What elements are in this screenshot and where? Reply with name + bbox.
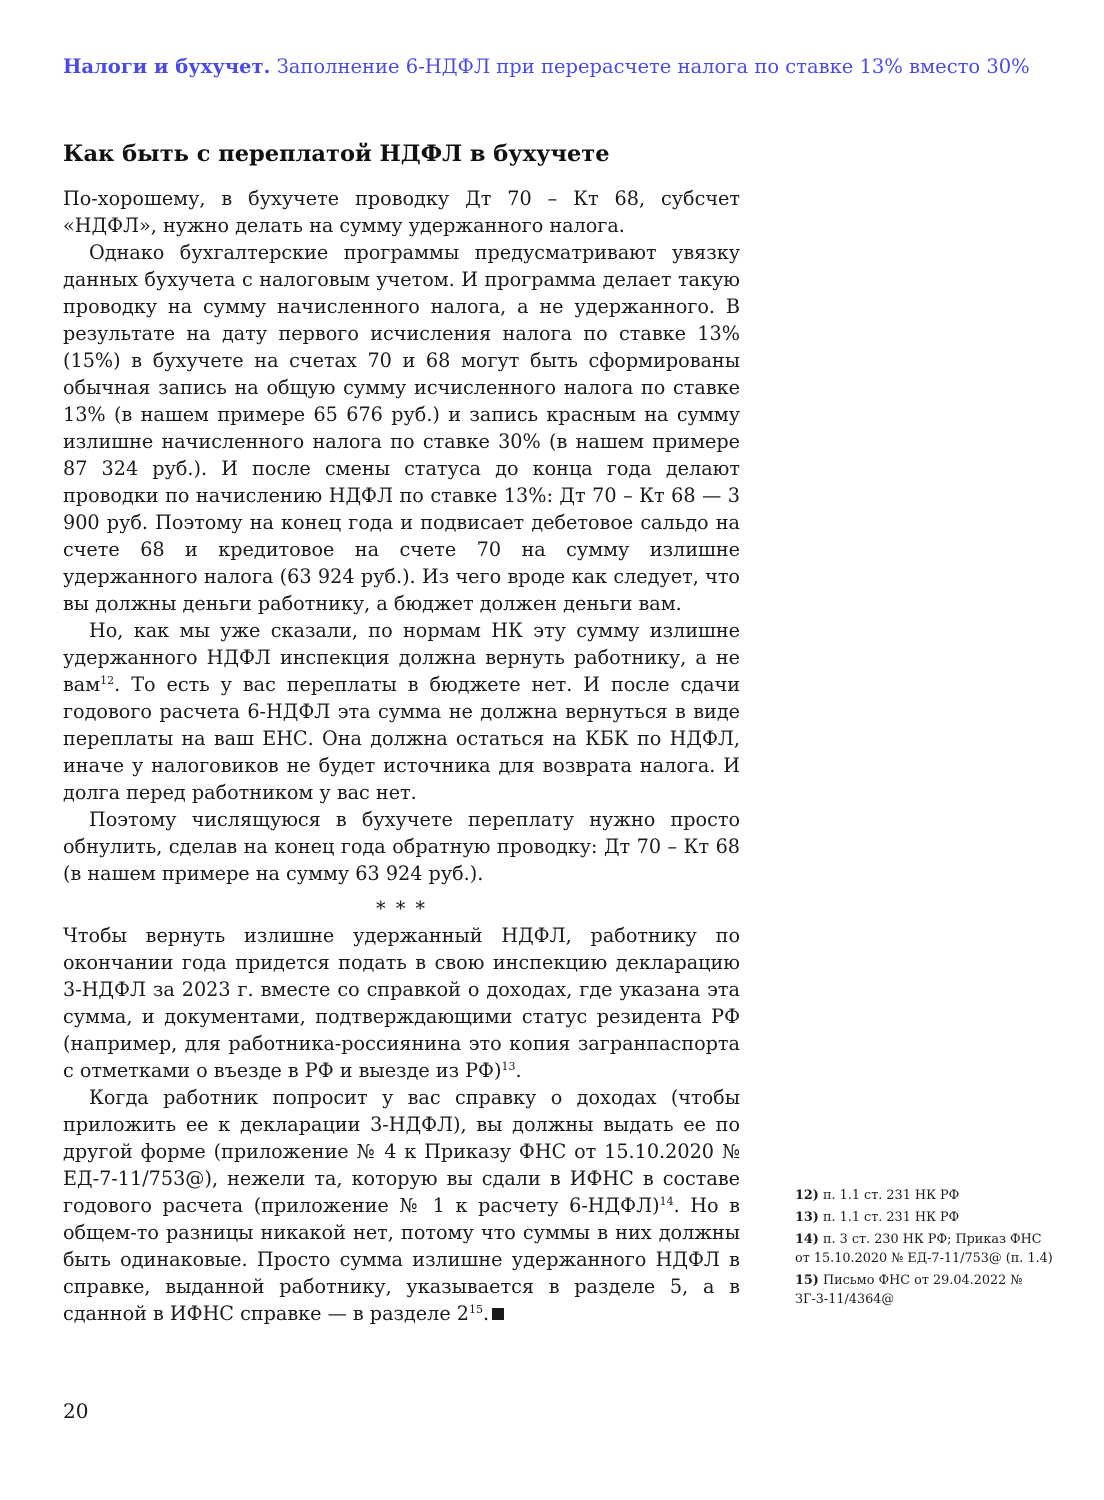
footnote-ref-15: 15 — [469, 1303, 483, 1316]
header-article-title: Заполнение 6-НДФЛ при перерасчете налога по ставке 13% вместо 30% — [276, 55, 1030, 78]
paragraph-1: По-хорошему, в бухучете проводку Дт 70 – Кт 68, субсчет «НДФЛ», нужно делать на сумму удержанного налога. — [63, 187, 740, 237]
paragraph-6-text: Когда работник попросит у вас справку о доходах (чтобы приложить ее к декларации 3-НДФЛ), вы должны выдать ее по другой форме (приложение № 4 к Приказу ФНС от 15.10.2020 № ЕД-7-11/753@), нежели та, которую вы сдали в ИФНС в составе годового расчета (приложение № 1 к расчету 6-НДФЛ) — [63, 1086, 740, 1217]
footnote-13 — [795, 1208, 1055, 1227]
page-title: Как быть с переплатой НДФЛ в бухучете — [63, 141, 610, 167]
section-separator: * * * — [376, 897, 427, 920]
paragraph-6 — [63, 1084, 740, 1327]
footnote-text: п. 1.1 ст. 231 НК РФ — [822, 1210, 960, 1225]
footnote-number: 13) — [795, 1210, 819, 1225]
footnotes — [795, 1186, 1055, 1312]
paragraph-3-text: Но, как мы уже сказали, по нормам НК эту сумму излишне удержанного НДФЛ инспекция должна вернуть работнику, а не вам — [63, 619, 740, 696]
footnote-15 — [795, 1271, 1055, 1309]
footnote-12 — [795, 1186, 1055, 1205]
footnote-text: Письмо ФНС от 29.04.2022 № ЗГ-3-11/4364@ — [795, 1273, 1023, 1307]
paragraph-6-mid: . Но в общем-то разницы никакой нет, потому что суммы в них должны быть одинаковые. Просто сумма излишне удержанного НДФЛ в справке, выданной работнику, указывается в разделе 5, а в сданной в ИФНС справке — в разделе 2 — [63, 1194, 740, 1325]
footnote-number: 14) — [795, 1232, 819, 1247]
footnote-number: 15) — [795, 1273, 819, 1288]
paragraph-5 — [63, 922, 740, 1084]
footnote-ref-13: 13 — [501, 1060, 516, 1073]
paragraph-3-tail: . То есть у вас переплаты в бюджете нет. И после сдачи годового расчета 6-НДФЛ эта сумма не должна вернуться в виде переплаты на ваш ЕНС. Она должна остаться на КБК по НДФЛ, иначе у налоговиков не будет источника для возврата налога. И долга перед работником у вас нет. — [63, 673, 740, 804]
page-number: 20 — [63, 1399, 89, 1423]
article-body — [63, 185, 740, 1327]
paragraph-5-text: Чтобы вернуть излишне удержанный НДФЛ, работнику по окончании года придется подать в свою инспекцию декларацию 3-НДФЛ за 2023 г. вместе со справкой о доходах, где указана эта сумма, и документами, подтверждающими статус резидента РФ (например, для работника-россиянина это копия загранпаспорта с отметками о въезде в РФ и выезде из РФ) — [63, 924, 740, 1082]
paragraph-3 — [63, 617, 740, 806]
paragraph-4: Поэтому числящуюся в бухучете переплату нужно просто обнулить, сделав на конец года обратную проводку: Дт 70 – Кт 68 (в нашем примере на сумму 63 924 руб.). — [63, 808, 740, 885]
footnote-text: п. 1.1 ст. 231 НК РФ — [822, 1188, 960, 1203]
paragraph-5-tail: . — [515, 1059, 522, 1082]
paragraph-6-tail: . — [483, 1302, 490, 1325]
end-of-article-square-icon — [492, 1308, 504, 1320]
footnote-ref-12: 12 — [100, 674, 115, 687]
footnote-ref-14: 14 — [659, 1195, 674, 1208]
footnote-number: 12) — [795, 1188, 819, 1203]
header-section: Налоги и бухучет. — [63, 55, 271, 78]
running-header — [63, 54, 1063, 80]
footnote-text: п. 3 ст. 230 НК РФ; Приказ ФНС от 15.10.2020 № ЕД-7-11/753@ (п. 1.4) — [795, 1232, 1053, 1266]
paragraph-2: Однако бухгалтерские программы предусматривают увязку данных бухучета с налоговым учетом. И программа делает такую проводку на сумму начисленного налога, а не удержанного. В результате на дату первого исчисления налога по ставке 13% (15%) в бухучете на счетах 70 и 68 могут быть сформированы обычная запись на общую сумму исчисленного налога по ставке 13% (в нашем примере 65 676 руб.) и запись красным на сумму излишне начисленного налога по ставке 30% (в нашем примере 87 324 руб.). И после смены статуса до конца года делают проводки по начислению НДФЛ по ставке 13%: Дт 70 – Кт 68 — 3 900 руб. Поэтому на конец года и подвисает дебетовое сальдо на счете 68 и кредитовое на счете 70 на сумму излишне удержанного налога (63 924 руб.). Из чего вроде как следует, что вы должны деньги работнику, а бюджет должен деньги вам. — [63, 241, 740, 615]
footnote-14 — [795, 1230, 1055, 1268]
